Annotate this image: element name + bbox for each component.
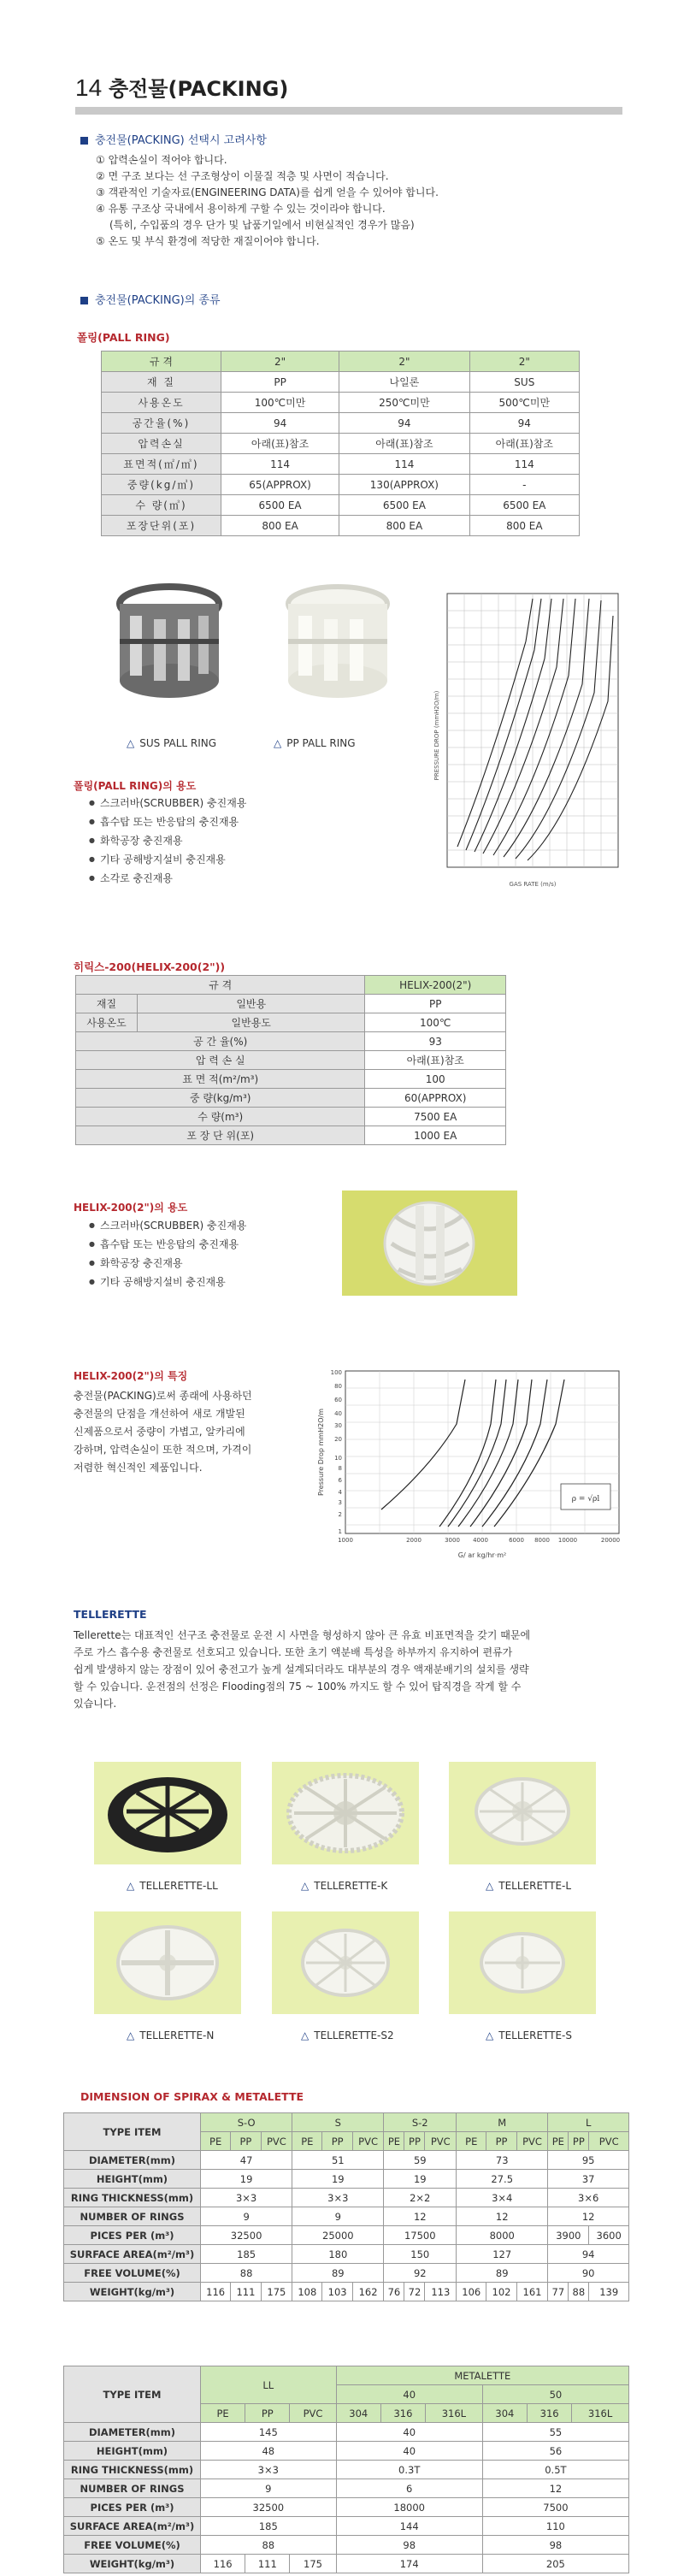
y-tick-label: 4 <box>338 1489 342 1496</box>
list-item: ● 스크러바(SCRUBBER) 충진재용 <box>89 794 246 812</box>
pp-pall-ring-image <box>278 578 398 702</box>
tellerette-paragraph: Tellerette는 대표적인 선구조 충전물로 운전 시 사면을 형성하지 않아 큰 유효 비표면적을 갖기 때문에 주로 가스 흡수용 충전물로 선호되고 있습니다. 또한 초기 액분배 특성을 하부까지 유지하여 편류가 쉽게 발생하지 않는 장점이 있어 충전고가 높게 설계되더라도 대부분의 경우 액재분배기의 설치를 생략 할 수 있습니다. 운전점의 선정은 Flooding점의 75 ~ 100% 까지도 할 수 있어 탑직경을 작게 할 수 있습니다. <box>74 1629 531 1710</box>
helix-uses-list <box>89 1216 246 1291</box>
table-row: DIAMETER(mm) 145 40 55 <box>64 2423 629 2442</box>
table-row: DIAMETER(mm) 47 51 59 73 95 <box>64 2151 629 2170</box>
table-row: PE PP PVC 304 316 316L 304 316 316L <box>64 2404 629 2423</box>
tellerette-n-caption: △ TELLERETTE-N <box>127 2029 215 2041</box>
table-row: 압 력 손 실 아래(표)참조 <box>76 1051 506 1070</box>
y-tick-label: 10 <box>334 1455 342 1462</box>
tellerette-l-caption: △ TELLERETTE-L <box>486 1880 572 1892</box>
table-row: 사용온도 100℃미만 250℃미만 500℃미만 <box>102 393 580 413</box>
table-row: 압력손실 아래(표)참조 아래(표)참조 아래(표)참조 <box>102 434 580 454</box>
helix-table <box>75 975 506 1145</box>
list-item: ● 흡수탑 또는 반응탑의 충진재용 <box>89 1235 246 1254</box>
x-tick-label: 20000 <box>600 1537 621 1544</box>
spirax-table <box>63 2112 629 2301</box>
y-tick-label: 100 <box>330 1369 342 1376</box>
considerations-list <box>96 152 439 250</box>
table-row: 공간율(%) 94 94 94 <box>102 413 580 434</box>
list-item: ③ 객관적인 기술자료(ENGINEERING DATA)를 쉽게 얻을 수 있어야 합니다. <box>96 186 439 198</box>
tellerette-k-image <box>272 1762 419 1864</box>
table-row: TYPE ITEM LL METALETTE <box>64 2366 629 2385</box>
table-row: 포 장 단 위(포) 1000 EA <box>76 1126 506 1145</box>
table-row: 수 량(㎥) 6500 EA 6500 EA 6500 EA <box>102 495 580 516</box>
helix-pressure-chart <box>311 1364 636 1561</box>
table-row: TYPE ITEM S-O S S-2 M L <box>64 2113 629 2132</box>
list-item: ● 스크러바(SCRUBBER) 충진재용 <box>89 1216 246 1235</box>
table-row: SURFACE AREA(m²/m³) 185 180 150 127 94 <box>64 2245 629 2264</box>
table-row: HEIGHT(mm) 48 40 56 <box>64 2442 629 2461</box>
list-item: ● 기타 공해방지설비 충진재용 <box>89 850 246 869</box>
x-tick-label: 1000 <box>338 1537 353 1544</box>
table-row: WEIGHT(kg/m³) 116 111 175 108 103 162 76 72 113 106 102 161 77 88 139 <box>64 2283 629 2301</box>
triangle-icon: △ <box>127 1880 135 1892</box>
pall-ring-pressure-chart <box>432 590 630 911</box>
pall-ring-table <box>101 351 580 536</box>
table-row: PICES PER (m³) 32500 25000 17500 8000 3900 3600 <box>64 2226 629 2245</box>
y-tick-label: 60 <box>334 1397 342 1403</box>
tellerette-s-caption: △ TELLERETTE-S <box>486 2029 572 2041</box>
title-divider <box>75 107 622 115</box>
table-row: FREE VOLUME(%) 88 89 92 89 90 <box>64 2264 629 2283</box>
table-row: 사용온도 일반용도 100℃ <box>76 1013 506 1032</box>
metalette-table <box>63 2366 629 2573</box>
list-item: ● 흡수탑 또는 반응탑의 충진재용 <box>89 812 246 831</box>
pall-ring-uses-heading: 폴링(PALL RING)의 용도 <box>74 780 197 792</box>
x-tick-label: 8000 <box>534 1537 550 1544</box>
tellerette-l-image <box>449 1762 596 1864</box>
triangle-icon: △ <box>301 1880 310 1892</box>
list-item: ● 기타 공해방지설비 충진재용 <box>89 1273 246 1291</box>
triangle-icon: △ <box>301 2029 310 2041</box>
table-row: PE PP PVC PE PP PVC PE PP PVC PE PP PVC PE PP PVC <box>64 2132 629 2151</box>
table-row: 중 량(kg/m³) 60(APPROX) <box>76 1089 506 1108</box>
y-tick-label: 80 <box>334 1383 342 1390</box>
list-item: ② 면 구조 보다는 선 구조형상이 이물질 적층 및 사면이 적습니다. <box>96 170 389 182</box>
tellerette-k-caption: △ TELLERETTE-K <box>301 1880 388 1892</box>
list-item: (특히, 수입품의 경우 단가 및 납품기일에서 비현실적인 경우가 많음) <box>109 219 415 231</box>
pall-ring-uses-list <box>89 794 246 888</box>
helix-uses-heading: HELIX-200(2")의 용도 <box>74 1202 188 1214</box>
x-tick-label: 4000 <box>473 1537 488 1544</box>
table-row: 규 격 2" 2" 2" <box>102 352 580 372</box>
list-item: ● 화학공장 충진재용 <box>89 1254 246 1273</box>
table-row: PICES PER (m³) 32500 18000 7500 <box>64 2498 629 2517</box>
triangle-icon: △ <box>486 1880 494 1892</box>
helix-feature-heading: HELIX-200(2")의 특징 <box>74 1370 188 1382</box>
y-tick-label: 8 <box>338 1465 342 1472</box>
tellerette-s2-image <box>272 1911 419 2014</box>
table-row: HEIGHT(mm) 19 19 19 27.5 37 <box>64 2170 629 2189</box>
list-item: ⑤ 온도 및 부식 환경에 적당한 재질이어야 합니다. <box>96 235 320 247</box>
list-item: ① 압력손실이 적어야 합니다. <box>96 154 227 166</box>
triangle-icon: △ <box>486 2029 494 2041</box>
y-tick-label: 40 <box>334 1410 342 1417</box>
sus-pall-ring-caption: △ SUS PALL RING <box>127 737 217 749</box>
y-tick-label: 30 <box>334 1422 342 1429</box>
triangle-icon: △ <box>274 737 282 749</box>
table-row: 공 간 율(%) 93 <box>76 1032 506 1051</box>
tellerette-s-image <box>449 1911 596 2014</box>
table-row: FREE VOLUME(%) 88 98 98 <box>64 2536 629 2555</box>
table-row: 규 격 HELIX-200(2") <box>76 976 506 995</box>
table-row: 표 면 적(m²/m³) 100 <box>76 1070 506 1089</box>
table-row: 포장단위(포) 800 EA 800 EA 800 EA <box>102 516 580 536</box>
table-row: RING THICKNESS(mm) 3×3 0.3T 0.5T <box>64 2461 629 2479</box>
square-bullet-icon <box>80 137 88 145</box>
spirax-heading: DIMENSION OF SPIRAX & METALETTE <box>80 2090 304 2103</box>
x-tick-label: 2000 <box>406 1537 422 1544</box>
list-item: ● 소각로 충진재용 <box>89 869 246 888</box>
y-tick-label: 3 <box>338 1499 342 1506</box>
sus-pall-ring-image <box>109 578 229 702</box>
x-tick-label: 6000 <box>509 1537 524 1544</box>
chart-xlabel: G/ ar kg/hr·m² <box>457 1551 507 1559</box>
table-row: RING THICKNESS(mm) 3×3 3×3 2×2 3×4 3×6 <box>64 2189 629 2207</box>
y-tick-label: 6 <box>338 1477 342 1484</box>
tellerette-n-image <box>94 1911 241 2014</box>
y-tick-label: 1 <box>338 1528 342 1535</box>
chart-xlabel: GAS RATE (m/s) <box>509 881 557 888</box>
triangle-icon: △ <box>127 2029 135 2041</box>
table-row: WEIGHT(kg/m³) 116 111 175 174 205 <box>64 2555 629 2573</box>
helix-feature-text: 충전물(PACKING)로써 종래에 사용하던 충전물의 단점을 개선하여 새로 개발된 신제품으로서 중량이 가볍고, 알카리에 강하며, 압력손실이 또한 적으며, 가격이 저렴한 혁신적인 제품입니다. <box>74 1390 252 1474</box>
helix-heading: 히릭스-200(HELIX-200(2")) <box>74 960 226 973</box>
tellerette-ll-caption: △ TELLERETTE-LL <box>127 1880 218 1892</box>
chart-ylabel: PRESSURE DROP (mmH2O/m) <box>433 690 440 781</box>
table-row: 재 질 PP 나일론 SUS <box>102 372 580 393</box>
tellerette-heading: TELLERETTE <box>74 1608 147 1621</box>
table-row: 중량(kg/㎥) 65(APPROX) 130(APPROX) - <box>102 475 580 495</box>
table-row: 수 량(m³) 7500 EA <box>76 1108 506 1126</box>
table-row: 표면적(㎡/㎥) 114 114 114 <box>102 454 580 475</box>
table-row: 재질 일반용 PP <box>76 995 506 1013</box>
list-item: ④ 유통 구조상 국내에서 용이하게 구할 수 있는 것이라야 합니다. <box>96 203 386 215</box>
tellerette-s2-caption: △ TELLERETTE-S2 <box>301 2029 394 2041</box>
section-heading-considerations: 충전물(PACKING) 선택시 고려사항 <box>80 131 267 147</box>
helix-image <box>342 1191 517 1296</box>
svg-text:ρ = √ρl: ρ = √ρl <box>571 1495 600 1504</box>
y-tick-label: 20 <box>334 1436 342 1443</box>
x-tick-label: 10000 <box>557 1537 578 1544</box>
page-title: 14 충전물(PACKING) <box>75 74 289 101</box>
pall-ring-heading: 폴링(PALL RING) <box>77 331 170 344</box>
x-tick-label: 3000 <box>445 1537 460 1544</box>
table-row: NUMBER OF RINGS 9 6 12 <box>64 2479 629 2498</box>
tellerette-ll-image <box>94 1762 241 1864</box>
triangle-icon: △ <box>127 737 135 749</box>
list-item: ● 화학공장 충진재용 <box>89 831 246 850</box>
y-tick-label: 2 <box>338 1511 342 1518</box>
square-bullet-icon <box>80 297 88 304</box>
pp-pall-ring-caption: △ PP PALL RING <box>274 737 356 749</box>
table-row: SURFACE AREA(m²/m³) 185 144 110 <box>64 2517 629 2536</box>
chart-ylabel: Pressure Drop mmH2O/m <box>317 1409 325 1496</box>
table-row: 40 50 <box>64 2385 629 2404</box>
section-heading-types: 충전물(PACKING)의 종류 <box>80 291 221 307</box>
table-row: NUMBER OF RINGS 9 9 12 12 12 <box>64 2207 629 2226</box>
